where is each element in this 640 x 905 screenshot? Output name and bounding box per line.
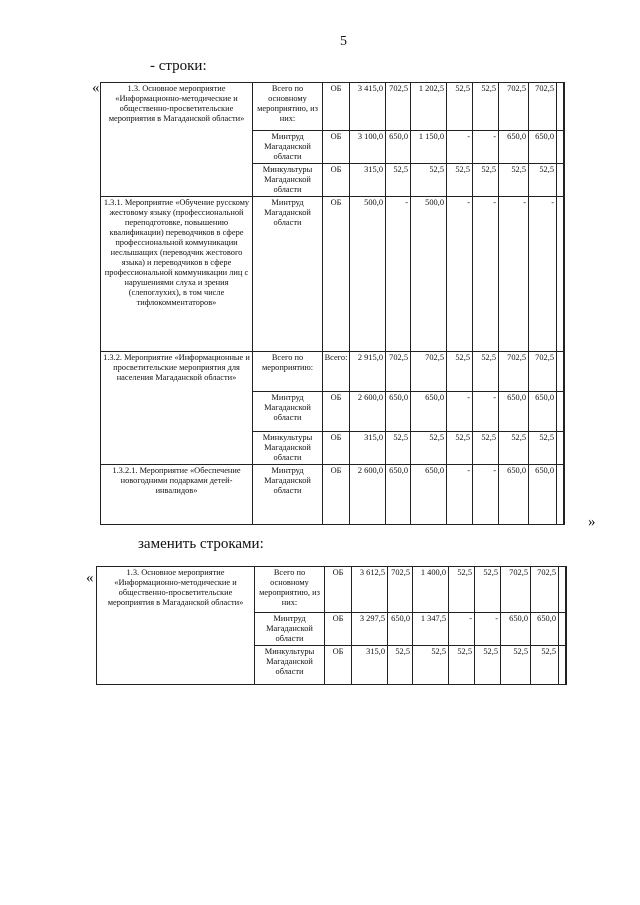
amount-cell: 2 915,0 [350, 352, 386, 392]
amount-cell: 500,0 [411, 197, 447, 352]
heading-new-rows: заменить строками: [138, 536, 264, 552]
amount-cell: 52,5 [447, 432, 473, 465]
budget-type-cell: ОБ [323, 164, 350, 197]
activity-name-cell: 1.3. Основное мероприятие «Информационно-методические и общественно-просветительские мероприятия в Магаданской области» [97, 567, 255, 685]
amount-cell: 650,0 [499, 131, 529, 164]
amount-cell: 702,5 [501, 567, 531, 613]
amount-cell: 650,0 [499, 392, 529, 432]
budget-type-cell: ОБ [323, 197, 350, 352]
frame-edge-cell [559, 613, 566, 646]
amount-cell: 650,0 [411, 392, 447, 432]
table-row [101, 197, 564, 352]
budget-type-cell: ОБ [325, 613, 352, 646]
budget-type-cell: ОБ [323, 465, 350, 525]
amount-cell: 52,5 [388, 646, 413, 685]
amount-cell: - [449, 613, 475, 646]
amount-cell: 3 415,0 [350, 83, 386, 131]
budget-type-cell: ОБ [323, 392, 350, 432]
amount-cell: 500,0 [350, 197, 386, 352]
amount-cell: 702,5 [386, 352, 411, 392]
amount-cell: 1 400,0 [413, 567, 449, 613]
amount-cell: 52,5 [449, 646, 475, 685]
amount-cell: 702,5 [529, 83, 557, 131]
table-new-rows [96, 566, 567, 685]
activity-name-cell: 1.3.2. Мероприятие «Информационные и просветительские мероприятия для населения Магаданской области» [101, 352, 253, 465]
page-number: 5 [340, 34, 347, 49]
amount-cell: - [447, 131, 473, 164]
amount-cell: 315,0 [350, 164, 386, 197]
amount-cell: - [473, 131, 499, 164]
amount-cell: 315,0 [352, 646, 388, 685]
amount-cell: 52,5 [473, 164, 499, 197]
amount-cell: 52,5 [473, 432, 499, 465]
amount-cell: - [473, 197, 499, 352]
amount-cell: 52,5 [447, 83, 473, 131]
table-row [101, 352, 564, 392]
amount-cell: 702,5 [529, 352, 557, 392]
amount-cell: 1 150,0 [411, 131, 447, 164]
frame-edge-cell [557, 83, 564, 131]
amount-cell: 702,5 [499, 83, 529, 131]
amount-cell: 650,0 [529, 465, 557, 525]
amount-cell: 52,5 [499, 432, 529, 465]
activity-name-cell: 1.3. Основное мероприятие «Информационно-методические и общественно-просветительские мероприятия в Магаданской области» [101, 83, 253, 197]
amount-cell: 52,5 [475, 567, 501, 613]
amount-cell: 52,5 [475, 646, 501, 685]
amount-cell: - [529, 197, 557, 352]
amount-cell: 650,0 [386, 392, 411, 432]
amount-cell: 52,5 [473, 352, 499, 392]
amount-cell: - [386, 197, 411, 352]
funding-source-cell: Минтруд Магаданской области [253, 465, 323, 525]
amount-cell: 1 202,5 [411, 83, 447, 131]
amount-cell: 650,0 [501, 613, 531, 646]
amount-cell: 650,0 [529, 131, 557, 164]
funding-source-cell: Минтруд Магаданской области [253, 131, 323, 164]
amount-cell: 650,0 [411, 465, 447, 525]
frame-edge-cell [559, 567, 566, 613]
amount-cell: 702,5 [386, 83, 411, 131]
amount-cell: - [473, 465, 499, 525]
budget-type-cell: ОБ [323, 131, 350, 164]
amount-cell: 3 612,5 [352, 567, 388, 613]
amount-cell: 702,5 [499, 352, 529, 392]
amount-cell: 650,0 [499, 465, 529, 525]
amount-cell: 650,0 [531, 613, 559, 646]
amount-cell: - [447, 392, 473, 432]
frame-edge-cell [557, 164, 564, 197]
amount-cell: 702,5 [531, 567, 559, 613]
amount-cell: 3 100,0 [350, 131, 386, 164]
amount-cell: 52,5 [501, 646, 531, 685]
amount-cell: 2 600,0 [350, 465, 386, 525]
budget-type-cell: ОБ [325, 567, 352, 613]
funding-source-cell: Минкультуры Магаданской области [255, 646, 325, 685]
amount-cell: 52,5 [529, 164, 557, 197]
table-row [101, 83, 564, 131]
amount-cell: 1 347,5 [413, 613, 449, 646]
activity-name-cell: 1.3.1. Мероприятие «Обучение русскому жестовому языку (профессиональной переподготовке, повышению квалификации) переводчиков в сфере профессиональной коммуникации неслышащих (переводчик жестового языка) и переводчиков в сфере профессиональной коммуникации лиц с нарушениями слуха и зрения (слепоглухих), в том числе тифлокомментаторов» [101, 197, 253, 352]
amount-cell: 52,5 [499, 164, 529, 197]
amount-cell: 52,5 [447, 352, 473, 392]
amount-cell: 702,5 [411, 352, 447, 392]
amount-cell: - [447, 465, 473, 525]
amount-cell: - [475, 613, 501, 646]
amount-cell: - [473, 392, 499, 432]
budget-type-cell: ОБ [323, 83, 350, 131]
table-old-rows [100, 82, 565, 525]
amount-cell: 650,0 [529, 392, 557, 432]
amount-cell: 3 297,5 [352, 613, 388, 646]
amount-cell: 52,5 [413, 646, 449, 685]
amount-cell: 315,0 [350, 432, 386, 465]
amount-cell: 650,0 [386, 131, 411, 164]
funding-source-cell: Минкультуры Магаданской области [253, 164, 323, 197]
amount-cell: 52,5 [386, 164, 411, 197]
funding-source-cell: Всего по основному мероприятию, из них: [255, 567, 325, 613]
open-quote-new: « [86, 570, 94, 586]
funding-source-cell: Всего по мероприятию: [253, 352, 323, 392]
frame-edge-cell [557, 392, 564, 432]
frame-edge-cell [557, 131, 564, 164]
amount-cell: 52,5 [531, 646, 559, 685]
frame-edge-cell [557, 465, 564, 525]
amount-cell: 52,5 [447, 164, 473, 197]
funding-source-cell: Минтруд Магаданской области [253, 392, 323, 432]
funding-source-cell: Всего по основному мероприятию, из них: [253, 83, 323, 131]
amount-cell: 52,5 [529, 432, 557, 465]
frame-edge-cell [557, 432, 564, 465]
amount-cell: 52,5 [411, 164, 447, 197]
frame-edge-cell [557, 197, 564, 352]
amount-cell: 702,5 [388, 567, 413, 613]
amount-cell: 650,0 [388, 613, 413, 646]
funding-source-cell: Минтруд Магаданской области [253, 197, 323, 352]
amount-cell: - [499, 197, 529, 352]
open-quote-old: « [92, 80, 100, 96]
amount-cell: 2 600,0 [350, 392, 386, 432]
amount-cell: - [447, 197, 473, 352]
amount-cell: 52,5 [411, 432, 447, 465]
amount-cell: 650,0 [386, 465, 411, 525]
heading-old-rows: - строки: [150, 58, 207, 74]
funding-source-cell: Минтруд Магаданской области [255, 613, 325, 646]
activity-name-cell: 1.3.2.1. Мероприятие «Обеспечение новогодними подарками детей-инвалидов» [101, 465, 253, 525]
amount-cell: 52,5 [449, 567, 475, 613]
budget-type-cell: ОБ [323, 432, 350, 465]
funding-source-cell: Минкультуры Магаданской области [253, 432, 323, 465]
budget-type-cell: ОБ [325, 646, 352, 685]
amount-cell: 52,5 [386, 432, 411, 465]
table-row [101, 465, 564, 525]
amount-cell: 52,5 [473, 83, 499, 131]
budget-type-cell: Всего: [323, 352, 350, 392]
close-quote-old: » [588, 514, 596, 530]
frame-edge-cell [559, 646, 566, 685]
table-row [97, 567, 566, 613]
frame-edge-cell [557, 352, 564, 392]
